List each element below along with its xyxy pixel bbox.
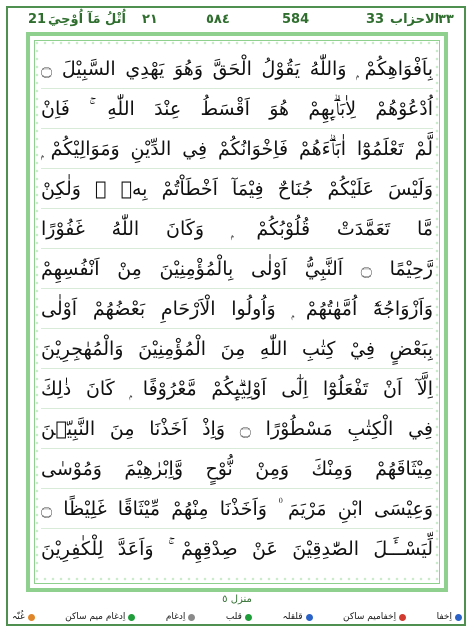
legend-label: اِخفامیم ساکن: [343, 612, 397, 622]
text-line-2: اُدْعُوْهُمْ لِاٰبَاۗىِٕهِمْ هُوَ اَقْسَطُ عِنْدَ اللّٰهِ ۚ فَاِنْ: [41, 98, 433, 120]
manzil-label: منزل ٥: [222, 594, 252, 605]
text-frame: [26, 32, 448, 592]
text-line-9: اِلَّآ اَنْ تَفْعَلُوْٓا اِلٰٓى اَوْلِيٰۗىِٕكُمْ مَّعْرُوْفًا ۭ كَانَ ذٰلِكَ: [41, 378, 433, 400]
text-line-1: بِاَفْوَاهِكُمْ ۭ وَاللّٰهُ يَقُوْلُ الْحَقَّ وَهُوَ يَهْدِي السَّبِيْلَ ۝: [41, 58, 433, 80]
page-number: 584: [282, 12, 310, 27]
line-rule: [41, 288, 433, 289]
legend-label: قلب: [225, 612, 242, 622]
text-line-3: لَّمْ تَعْلَمُوْٓا اٰبَاۗءَهُمْ فَاِخْوَانُكُمْ فِي الدِّيْنِ وَمَوَالِيْكُمْ ۭ: [41, 138, 433, 160]
legend-label: قلقلہ: [282, 612, 303, 622]
legend-item: [226, 612, 252, 622]
legend-item: [343, 612, 406, 622]
surah-number-arabic: ٣٣: [438, 12, 454, 27]
legend-dot-icon: [128, 614, 135, 621]
line-rule: [41, 248, 433, 249]
juz-number: 21: [28, 12, 47, 27]
text-line-6: رَّحِيْمًا ۝ اَلنَّبِيُّ اَوْلٰى بِالْمُؤْمِنِيْنَ مِنْ اَنْفُسِهِمْ: [41, 258, 433, 280]
text-line-7: وَاَزْوَاجُهٗٓ اُمَّهٰتُهُمْ ۭ وَاُولُوا الْاَرْحَامِ بَعْضُهُمْ اَوْلٰى: [41, 298, 433, 320]
legend-item: [282, 612, 312, 622]
legend-dot-icon: [455, 614, 462, 621]
legend-label: اِدغام: [165, 612, 186, 622]
text-line-8: بِبَعْضٍ فِيْ كِتٰبِ اللّٰهِ مِنَ الْمُؤْمِنِيْنَ وَالْمُهٰجِرِيْنَ: [41, 338, 433, 360]
legend-item: [65, 612, 135, 622]
page-number-arabic: ٥٨٤: [206, 12, 230, 27]
line-rule: [41, 208, 433, 209]
line-rule: [41, 128, 433, 129]
legend-dot-icon: [188, 614, 195, 621]
legend-label: اِخفا: [436, 612, 452, 622]
legend-label: اِدغام میم ساکن: [65, 612, 126, 622]
line-rule: [41, 448, 433, 449]
juz-name: اُتْلُ مَآ اُوْحِيَ: [48, 12, 126, 27]
surah-number: 33: [366, 12, 385, 27]
juz-number-arabic: ٢١: [142, 12, 158, 27]
legend-dot-icon: [399, 614, 406, 621]
legend-item: [12, 612, 35, 622]
text-line-4: وَلَيْسَ عَلَيْكُمْ جُنَاحٌ فِيْمَآ اَخْطَاْتُمْ بِهٖ ۙ وَلٰكِنْ: [41, 178, 433, 200]
legend-item: [166, 612, 196, 622]
line-rule: [41, 368, 433, 369]
legend-dot-icon: [245, 614, 252, 621]
quran-text-block: [41, 47, 433, 577]
tajweed-legend: [12, 608, 462, 626]
line-rule: [41, 408, 433, 409]
line-rule: [41, 168, 433, 169]
legend-label: غُنّہ: [12, 612, 25, 622]
text-line-5: مَّا تَعَمَّدَتْ قُلُوْبُكُمْ ۭ وَكَانَ اللّٰهُ غَفُوْرًا: [41, 218, 433, 240]
text-line-13: لِّيَسْــَٔـلَ الصّٰدِقِيْنَ عَنْ صِدْقِهِمْ ۚ وَاَعَدَّ لِلْكٰفِرِيْنَ: [41, 538, 433, 560]
legend-item: [437, 612, 462, 622]
line-rule: [41, 88, 433, 89]
surah-name: الاحزاب: [390, 12, 440, 27]
text-line-10: فِي الْكِتٰبِ مَسْطُوْرًا ۝ وَاِذْ اَخَذْنَا مِنَ النَّبِيّٖنَ: [41, 418, 433, 440]
line-rule: [41, 328, 433, 329]
text-line-12: وَعِيْسَى ابْنِ مَرْيَمَ ۠ وَاَخَذْنَا مِنْهُمْ مِّيْثَاقًا غَلِيْظًا ۝: [41, 498, 433, 520]
line-rule: [41, 488, 433, 489]
line-rule: [41, 528, 433, 529]
page-header: [22, 10, 452, 32]
ornamental-border: [34, 40, 440, 584]
text-line-11: مِيْثَاقَهُمْ وَمِنْكَ وَمِنْ نُّوْحٍ وَّاِبْرٰهِيْمَ وَمُوْسٰى: [41, 458, 433, 480]
legend-dot-icon: [306, 614, 313, 621]
legend-dot-icon: [28, 614, 35, 621]
